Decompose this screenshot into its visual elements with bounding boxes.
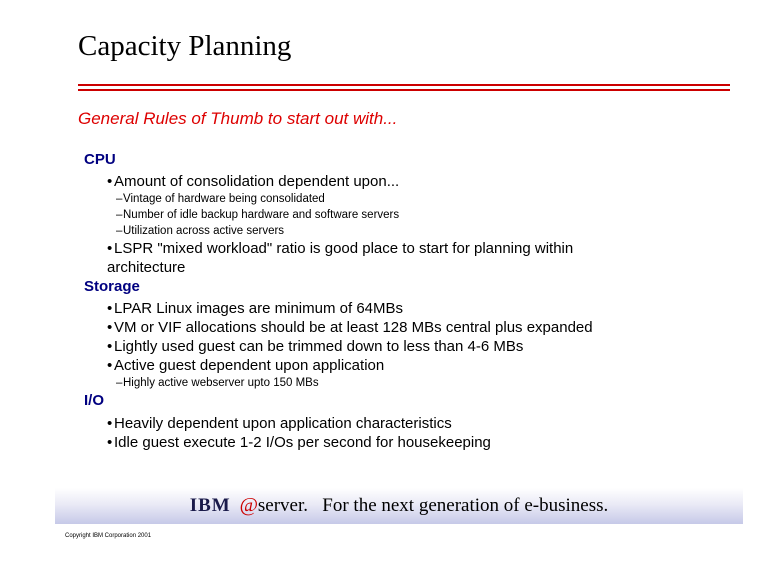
bullet-glyph: • [107,357,113,374]
eserver-text: server. [257,495,309,516]
dash-glyph: – [116,193,123,205]
bullet-text: Active guest dependent upon application [114,357,385,374]
footer-brand-line [55,494,743,517]
bullet-item [84,299,724,318]
dash-glyph: – [116,377,123,389]
slide-title: Capacity Planning [78,30,292,62]
bullet-item [84,337,724,356]
bullet-item [84,172,724,191]
bullet-item [84,318,724,337]
sub-bullet-text: Utilization across active servers [123,225,285,237]
bullet-glyph: • [107,338,113,355]
sub-bullet-item [84,223,724,239]
sub-bullet-item [84,207,724,223]
bullet-text-continued: architecture [107,259,186,276]
section-heading-storage: Storage [84,278,140,295]
bullet-glyph: • [107,319,113,336]
bullet-item [84,433,724,452]
bullet-text: Idle guest execute 1-2 I/Os per second for housekeeping [114,434,491,451]
section-heading-cpu: CPU [84,151,116,168]
bullet-text: Heavily dependent upon application characteristics [114,415,452,432]
bullet-glyph: • [107,240,113,257]
bullet-glyph: • [107,300,113,317]
bullet-glyph: • [107,173,113,190]
bullet-item [84,414,724,433]
dash-glyph: – [116,225,123,237]
sub-bullet-item [84,191,724,207]
eserver-e-logo-icon: @ [239,494,258,516]
bullet-text: Amount of consolidation dependent upon... [114,173,400,190]
title-rule-bottom [78,89,730,91]
footer-tagline: For the next generation of e-business. [322,495,609,516]
bullet-text: LPAR Linux images are minimum of 64MBs [114,300,403,317]
ibm-logo: IBM [189,495,231,516]
title-rule-top [78,84,730,86]
slide-content [84,150,724,452]
sub-bullet-text: Number of idle backup hardware and software servers [123,209,400,221]
section-heading-io: I/O [84,392,105,409]
bullet-text: Lightly used guest can be trimmed down to less than 4-6 MBs [114,338,524,355]
copyright-notice: Copyright IBM Corporation 2001 [65,533,152,539]
bullet-glyph: • [107,415,113,432]
sub-bullet-text: Vintage of hardware being consolidated [123,193,325,205]
sub-bullet-item [84,375,724,391]
bullet-item [84,239,724,277]
dash-glyph: – [116,209,123,221]
sub-bullet-text: Highly active webserver upto 150 MBs [123,377,319,389]
slide-subtitle: General Rules of Thumb to start out with... [78,109,398,128]
bullet-item [84,356,724,375]
bullet-text: VM or VIF allocations should be at least 128 MBs central plus expanded [114,319,593,336]
bullet-text: LSPR "mixed workload" ratio is good place to start for planning within [114,240,574,257]
footer-banner [55,488,743,524]
bullet-glyph: • [107,434,113,451]
